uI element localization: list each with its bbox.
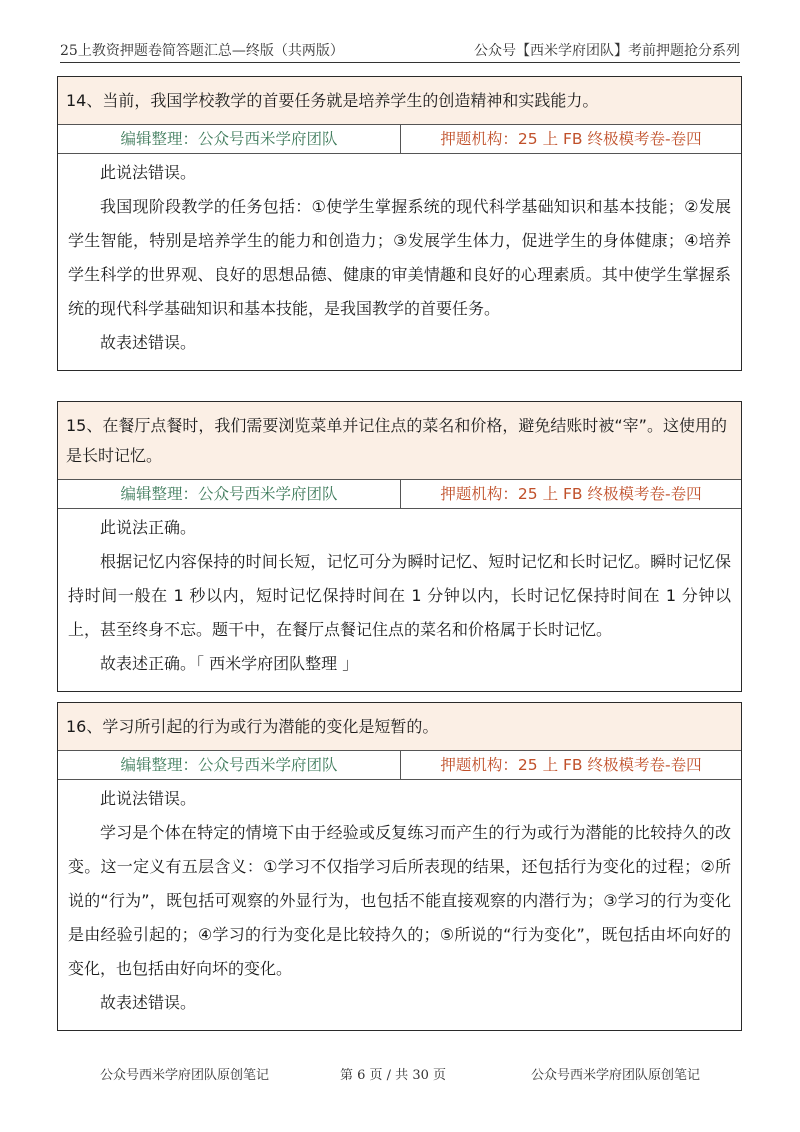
answer-conclusion-text: 故表述正确。 — [100, 654, 197, 673]
source-credit: 押题机构：25 上 FB 终极模考卷-卷四 — [440, 130, 702, 148]
answer-content — [58, 154, 741, 370]
answer-content — [58, 780, 741, 1030]
question-card-16 — [57, 702, 742, 1031]
header-series-title: 公众号【西米学府团队】考前押题抢分系列 — [474, 43, 740, 59]
answer-verdict: 此说法错误。 — [100, 163, 197, 182]
source-credit: 押题机构：25 上 FB 终极模考卷-卷四 — [440, 485, 702, 503]
answer-conclusion: 故表述错误。 — [100, 993, 197, 1012]
answer-verdict: 此说法错误。 — [100, 789, 197, 808]
editor-credit: 编辑整理：公众号西米学府团队 — [58, 125, 401, 153]
page-header — [60, 38, 740, 63]
answer-conclusion — [68, 647, 731, 681]
answer-explanation: 根据记忆内容保持的时间长短，记忆可分为瞬时记忆、短时记忆和长时记忆。瞬时记忆保持时间一般在 1 秒以内，短时记忆保持时间在 1 分钟以内，长时记忆保持时间在 1 分钟以上，甚至终身不忘。题干中，在餐厅点餐记住点的菜名和价格属于长时记忆。 — [68, 552, 731, 639]
question-title: 16、学习所引起的行为或行为潜能的变化是短暂的。 — [58, 703, 741, 751]
question-meta-row — [58, 751, 741, 780]
question-meta-row — [58, 480, 741, 509]
question-title: 14、当前，我国学校教学的首要任务就是培养学生的创造精神和实践能力。 — [58, 77, 741, 125]
answer-content — [58, 509, 741, 691]
question-meta-row — [58, 125, 741, 154]
answer-verdict: 此说法正确。 — [100, 518, 197, 537]
source-credit: 押题机构：25 上 FB 终极模考卷-卷四 — [440, 756, 702, 774]
editor-credit: 编辑整理：公众号西米学府团队 — [58, 751, 401, 779]
editor-credit: 编辑整理：公众号西米学府团队 — [58, 480, 401, 508]
question-card-14 — [57, 76, 742, 371]
team-note: 「 西米学府团队整理 」 — [196, 654, 359, 673]
answer-explanation: 我国现阶段教学的任务包括：①使学生掌握系统的现代科学基础知识和基本技能；②发展学生智能，特别是培养学生的能力和创造力；③发展学生体力，促进学生的身体健康；④培养学生科学的世界观、良好的思想品德、健康的审美情趣和良好的心理素质。其中使学生掌握系统的现代科学基础知识和基本技能，是我国教学的首要任务。 — [68, 197, 731, 318]
question-title: 15、在餐厅点餐时，我们需要浏览菜单并记住点的菜名和价格，避免结账时被“宰”。这使用的是长时记忆。 — [58, 402, 741, 480]
footer-right-note: 公众号西米学府团队原创笔记 — [530, 1068, 700, 1083]
page-number: 第 6 页 / 共 30 页 — [340, 1068, 446, 1083]
answer-explanation: 学习是个体在特定的情境下由于经验或反复练习而产生的行为或行为潜能的比较持久的改变。这一定义有五层含义：①学习不仅指学习后所表现的结果，还包括行为变化的过程；②所说的“行为”，既包括可观察的外显行为，也包括不能直接观察的内潜行为；③学习的行为变化是由经验引起的；④学习的行为变化是比较持久的；⑤所说的“行为变化”，既包括由坏向好的变化，也包括由好向坏的变化。 — [68, 823, 731, 978]
footer-left-note: 公众号西米学府团队原创笔记 — [100, 1068, 270, 1083]
header-doc-title: 25上教资押题卷简答题汇总—终版（共两版） — [60, 43, 344, 59]
answer-conclusion: 故表述错误。 — [100, 333, 197, 352]
question-card-15 — [57, 401, 742, 692]
